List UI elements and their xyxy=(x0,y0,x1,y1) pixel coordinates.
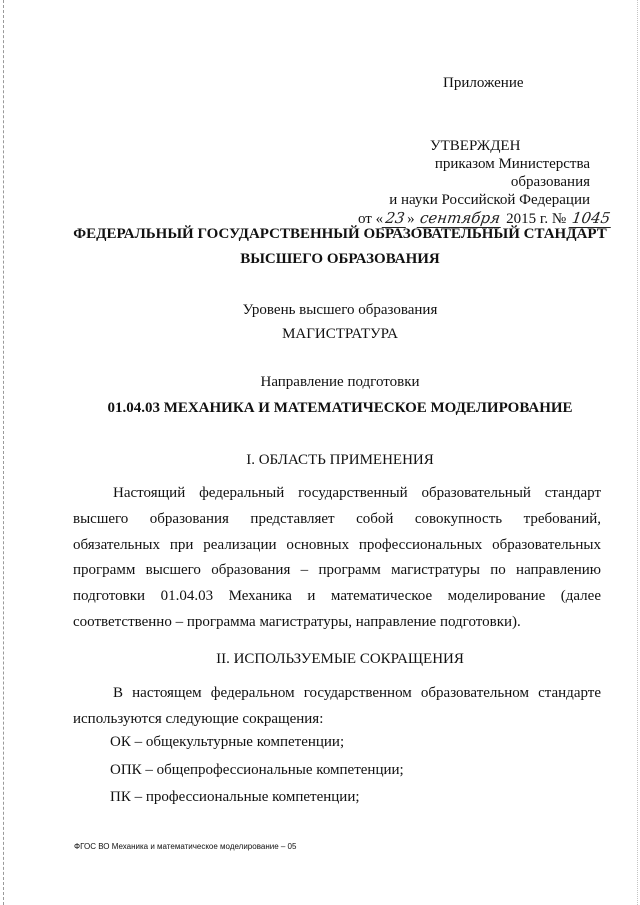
order-year: 2015 г. № xyxy=(506,211,567,227)
page-edge-left xyxy=(3,0,4,905)
order-day-handwritten: 23 xyxy=(382,209,409,228)
direction-label: Направление подготовки xyxy=(260,374,420,390)
section-1-heading: I. ОБЛАСТЬ ПРИМЕНЕНИЯ xyxy=(246,452,434,468)
section-2-intro: В настоящем федеральном государственном образовательном стандарте используются следующие сокращения: xyxy=(73,685,601,727)
section-2-heading: II. ИСПОЛЬЗУЕМЫЕ СОКРАЩЕНИЯ xyxy=(216,651,464,667)
education-level-label: Уровень высшего образования xyxy=(242,302,438,318)
page-footer: ФГОС ВО Механика и математическое моделирование – 05 xyxy=(74,842,297,851)
order-month-handwritten: сентября xyxy=(417,209,504,228)
order-prefix: от « xyxy=(358,211,384,227)
abbreviation-item-ok: ОК – общекультурные компетенции; xyxy=(110,734,345,750)
appendix-label: Приложение xyxy=(443,75,524,91)
approval-block xyxy=(358,137,612,228)
direction-value: 01.04.03 МЕХАНИКА И МАТЕМАТИЧЕСКОЕ МОДЕЛИРОВАНИЕ xyxy=(107,400,573,416)
abbreviation-item-pk: ПК – профессиональные компетенции; xyxy=(110,789,360,805)
standard-title-line-1: ФЕДЕРАЛЬНЫЙ ГОСУДАРСТВЕННЫЙ ОБРАЗОВАТЕЛЬНЫЙ СТАНДАРТ xyxy=(73,226,607,242)
section-1-paragraph: Настоящий федеральный государственный образовательный стандарт высшего образования представляет собой совокупность требований, обязательных при реализации основных профессиональных образовательных программ высшего образования – программ магистратуры по направлению подготовки 01.04.03 Механика и математическое моделирование (далее соответственно – программа магистратуры, направление подготовки). xyxy=(73,485,601,630)
approval-line-2: и науки Российской Федерации xyxy=(389,192,590,208)
standard-title-line-2: ВЫСШЕГО ОБРАЗОВАНИЯ xyxy=(240,251,440,267)
order-quote-close: » xyxy=(407,211,415,227)
education-level-value: МАГИСТРАТУРА xyxy=(282,326,398,342)
page-edge-right xyxy=(637,0,638,905)
abbreviation-item-opk: ОПК – общепрофессиональные компетенции; xyxy=(110,762,404,778)
standard-title xyxy=(70,222,610,272)
approval-title: УТВЕРЖДЕН xyxy=(430,138,521,154)
order-number-handwritten: 1045 xyxy=(569,209,614,228)
approval-line-1: приказом Министерства образования xyxy=(434,156,590,190)
